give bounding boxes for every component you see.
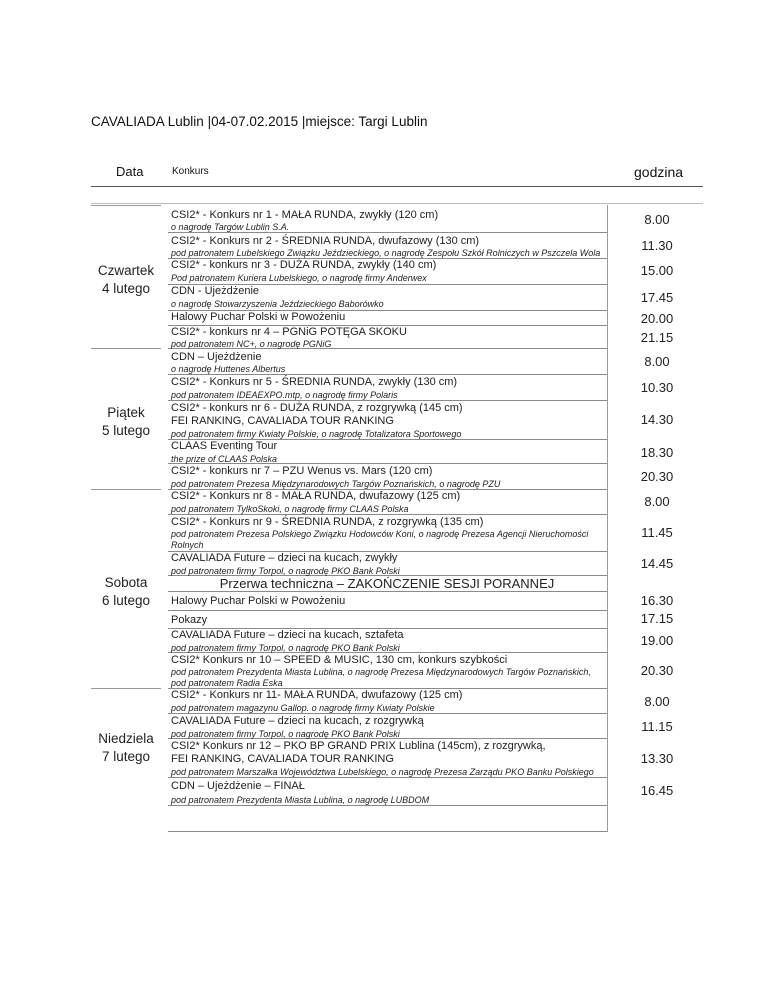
event-time: 10.30: [640, 380, 674, 395]
event-time: 14.30: [640, 412, 674, 427]
event-patron: o nagrodę Huttenes Albertus: [171, 364, 286, 374]
event-title-line2: FEI RANKING, CAVALIADA TOUR RANKING: [171, 753, 394, 765]
event-patron: pod patronatem firmy Kwiaty Polskie, o nagrodę Totalizatora Sportowego: [171, 429, 462, 439]
day-label-saturday: Sobota 6 lutego: [101, 575, 151, 608]
column-header-event: Konkurs: [172, 166, 209, 177]
column-header-date: Data: [116, 164, 144, 179]
time-column-divider: [607, 205, 608, 832]
event-title: CSI2* - konkurs nr 4 – PGNiG POTĘGA SKOKU: [171, 326, 407, 338]
day-label-sunday: Niedziela 7 lutego: [98, 731, 154, 764]
event-patron: o nagrodę Targów Lublin S.A.: [171, 222, 290, 232]
event-title: Halowy Puchar Polski w Powożeniu: [171, 595, 346, 607]
event-title: CSI2* - konkurs nr 7 – PZU Wenus vs. Mars (120 cm): [171, 465, 433, 477]
event-title: CDN – Ujeżdżenie: [171, 351, 262, 363]
event-title: CDN – Ujeżdżenie – FINAŁ: [171, 780, 305, 792]
event-time: 8.00: [644, 354, 670, 369]
event-time: 8.00: [644, 694, 670, 709]
technical-break: Przerwa techniczna – ZAKOŃCZENIE SESJI PORANNEJ: [219, 576, 555, 591]
event-time: 20.30: [640, 663, 674, 678]
header-bottom-rule: [91, 186, 703, 187]
event-patron: pod patronatem Lubelskiego Związku Jeździeckiego, o nagrodę Zespołu Szkół Rolniczych w Pszczela Wola: [171, 248, 601, 258]
event-time: 8.00: [644, 494, 670, 509]
row-separator: [168, 610, 607, 611]
event-patron: pod patronatem IDEAEXPO.mtp, o nagrodę firmy Polaris: [171, 390, 398, 400]
day-separator: [91, 348, 161, 349]
event-patron: pod patronatem Prezesa Międzynarodowych Targów Poznańskich, o nagrodę PZU: [171, 479, 501, 489]
event-title: CSI2* - konkurs nr 6 - DUŻA RUNDA, z rozgrywką (145 cm): [171, 402, 463, 414]
event-time: 11.30: [641, 238, 673, 253]
event-time: 17.45: [640, 290, 674, 305]
row-separator: [168, 591, 607, 592]
event-patron: pod patronatem Marszałka Województwa Lubelskiego, o nagrodę Prezesa Zarządu PKO Banku Polskiego: [171, 767, 594, 777]
event-title: CDN - Ujeżdżenie: [171, 285, 260, 297]
day-label-friday: Piątek 5 lutego: [101, 405, 151, 438]
event-patron: pod patronatem TylkoSkoki, o nagrodę firmy CLAAS Polska: [171, 504, 409, 514]
event-patron: pod patronatem Prezesa Polskiego Związku Hodowców Koni, o nagrodę Prezesa Agencji Nieruchomości Rolnych: [171, 529, 589, 550]
event-title: CSI2* - Konkurs nr 2 - ŚREDNIA RUNDA, dwufazowy (130 cm): [171, 235, 480, 247]
header-spacer-rule: [91, 203, 703, 204]
event-time: 21.15: [640, 330, 674, 345]
day-label-thursday: Czwartek 4 lutego: [97, 263, 155, 296]
event-time: 16.30: [640, 593, 674, 608]
day-separator: [91, 688, 161, 689]
event-patron: pod patronatem NC+, o nagrodę PGNiG: [171, 339, 332, 349]
event-title: CAVALIADA Future – dzieci na kucach, z rozgrywką: [171, 715, 424, 727]
day-separator: [91, 205, 161, 206]
event-time: 17.15: [640, 611, 674, 626]
event-patron: Pod patronatem Kuriera Lubelskiego, o nagrodę firmy Anderwex: [171, 273, 427, 283]
event-title: CSI2* Konkurs nr 12 – PKO BP GRAND PRIX Lublina (145cm), z rozgrywką,: [171, 740, 546, 752]
event-title: CSI2* - Konkurs nr 11- MAŁA RUNDA, dwufazowy (125 cm): [171, 689, 463, 701]
column-header-time: godzina: [634, 164, 684, 180]
event-patron: pod patronatem Prezydenta Miasta Lublina, o nagrodę LUBDOM: [171, 795, 430, 805]
event-title: CSI2* - Konkurs nr 9 - ŚREDNIA RUNDA, z rozgrywką (135 cm): [171, 516, 484, 528]
event-time: 8.00: [644, 212, 670, 227]
event-time: 20.00: [640, 311, 674, 326]
event-patron: pod patronatem firmy Torpol, o nagrodę PKO Bank Polski: [171, 643, 400, 653]
event-title: Pokazy: [171, 614, 208, 626]
row-separator: [168, 831, 607, 832]
event-time: 14.45: [640, 556, 674, 571]
event-patron: o nagrodę Stowarzyszenia Jeździeckiego Baborówko: [171, 299, 384, 309]
event-patron: pod patronatem firmy Torpol, o nagrodę PKO Bank Polski: [171, 729, 400, 739]
event-time: 15.00: [640, 263, 674, 278]
event-title: Halowy Puchar Polski w Powożeniu: [171, 311, 346, 323]
day-separator: [91, 489, 161, 490]
event-title: CSI2* Konkurs nr 10 – SPEED & MUSIC, 130 cm, konkurs szybkości: [171, 654, 508, 666]
event-title-line2: FEI RANKING, CAVALIADA TOUR RANKING: [171, 415, 394, 427]
event-title: CAVALIADA Future – dzieci na kucach, sztafeta: [171, 629, 404, 641]
page-title: CAVALIADA Lublin |04-07.02.2015 |miejsce: Targi Lublin: [91, 114, 428, 129]
event-time: 18.30: [640, 445, 674, 460]
event-title: CLAAS Eventing Tour: [171, 440, 278, 452]
event-title: CSI2* - Konkurs nr 1 - MAŁA RUNDA, zwykły (120 cm): [171, 209, 439, 221]
event-time: 16.45: [640, 783, 674, 798]
event-title: CSI2* - Konkurs nr 8 - MAŁA RUNDA, dwufazowy (125 cm): [171, 490, 461, 502]
event-time: 19.00: [640, 633, 674, 648]
event-patron: pod patronatem magazynu Gallop. o nagrodę firmy Kwiaty Polskie: [171, 703, 435, 713]
event-patron: pod patronatem firmy Torpol, o nagrodę PKO Bank Polski: [171, 566, 400, 576]
event-time: 11.15: [641, 719, 673, 734]
event-time: 11.45: [641, 525, 673, 540]
event-time: 13.30: [640, 751, 674, 766]
event-time: 20.30: [640, 469, 674, 484]
event-patron: the prize of CLAAS Polska: [171, 454, 278, 464]
event-title: CSI2* - konkurs nr 3 - DUŻA RUNDA, zwykły (140 cm): [171, 259, 437, 271]
event-title: CAVALIADA Future – dzieci na kucach, zwykły: [171, 552, 398, 564]
event-patron: pod patronatem Prezydenta Miasta Lublina, o nagrodę Prezesa Międzynarodowych Targów Poznańskich, pod patronatem Radia Eska: [171, 667, 591, 688]
event-title: CSI2* - Konkurs nr 5 - ŚREDNIA RUNDA, zwykły (130 cm): [171, 376, 458, 388]
